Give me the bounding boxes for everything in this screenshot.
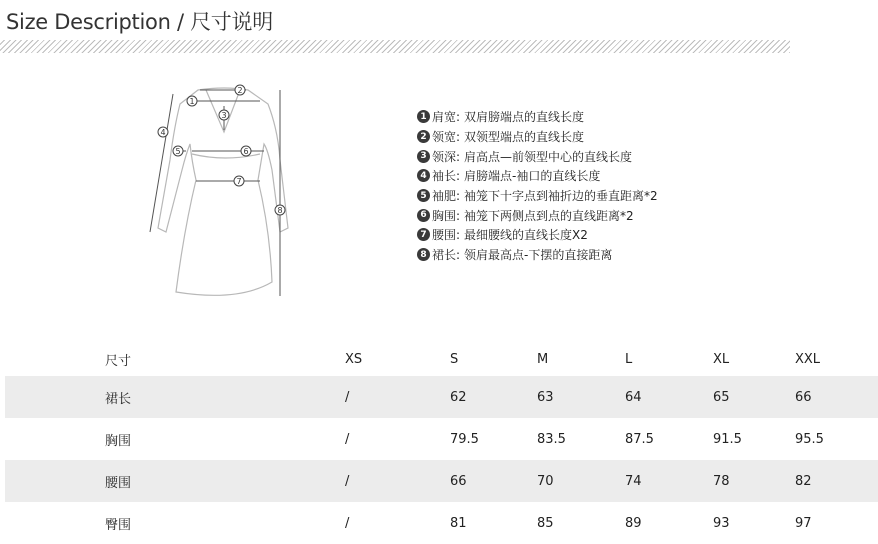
marker-3: 3: [221, 111, 227, 120]
row-label: 胸围: [105, 433, 132, 449]
number-badge-icon: 3: [417, 150, 430, 163]
column-header: S: [450, 352, 459, 367]
legend-term: 领宽:: [432, 130, 461, 145]
legend-item: [417, 245, 658, 265]
legend-item: [417, 127, 658, 147]
number-badge-icon: 1: [417, 110, 430, 123]
column-header: XL: [713, 352, 730, 367]
page-title: Size Description / 尺寸说明: [6, 10, 273, 34]
column-header: 尺寸: [105, 354, 132, 369]
number-badge-icon: 8: [417, 248, 430, 261]
table-cell: 66: [450, 460, 537, 502]
column-header: XS: [345, 352, 363, 367]
table-cell: /: [345, 460, 450, 502]
table-cell: 81: [450, 515, 467, 531]
table-cell: 85: [537, 515, 554, 531]
legend-item: [417, 107, 658, 127]
table-cell: 83.5: [537, 431, 566, 447]
column-header: L: [625, 352, 633, 367]
legend-item: [417, 146, 658, 166]
table-row: [5, 502, 878, 544]
legend-desc: 肩高点—前领型中心的直线长度: [464, 149, 633, 164]
dress-diagram: [140, 70, 310, 310]
legend-term: 腰围:: [432, 228, 461, 243]
table-header-row: [5, 343, 878, 376]
table-cell: 74: [625, 460, 713, 502]
number-badge-icon: 7: [417, 228, 430, 241]
legend-desc: 最细腰线的直线长度X2: [464, 228, 588, 243]
marker-5: 5: [175, 147, 181, 156]
legend-term: 袖肥:: [432, 189, 461, 204]
legend-desc: 袖笼下十字点到袖折边的垂直距离*2: [464, 189, 658, 204]
table-row: [5, 376, 878, 418]
title-divider: [0, 40, 790, 53]
legend-term: 袖长:: [432, 169, 461, 184]
legend-term: 肩宽:: [432, 110, 461, 125]
measurement-legend: [417, 107, 658, 265]
table-row: [5, 418, 878, 460]
legend-term: 裙长:: [432, 248, 461, 263]
row-label: 臀围: [105, 517, 132, 533]
legend-desc: 袖笼下两侧点到点的直线距离*2: [464, 208, 634, 223]
legend-item: [417, 205, 658, 225]
table-cell: 63: [537, 376, 625, 418]
legend-desc: 肩膀端点-袖口的直线长度: [464, 169, 601, 184]
legend-desc: 双领型端点的直线长度: [464, 130, 585, 145]
legend-item: [417, 225, 658, 245]
table-cell: 91.5: [713, 431, 742, 447]
table-cell: 89: [625, 515, 642, 531]
number-badge-icon: 2: [417, 130, 430, 143]
table-cell: /: [345, 376, 450, 418]
marker-6: 6: [243, 147, 249, 156]
table-cell: 62: [450, 376, 537, 418]
legend-term: 领深:: [432, 149, 461, 164]
table-cell: /: [345, 515, 350, 531]
legend-item: [417, 186, 658, 206]
table-cell: 79.5: [450, 431, 479, 447]
marker-1: 1: [189, 97, 195, 106]
marker-4: 4: [160, 128, 166, 137]
legend-term: 胸围:: [432, 208, 461, 223]
table-row: [5, 460, 878, 502]
legend-desc: 领肩最高点-下摆的直接距离: [464, 248, 613, 263]
table-cell: 95.5: [795, 431, 824, 447]
measure-markers: [158, 85, 285, 215]
table-cell: 97: [795, 515, 812, 531]
marker-7: 7: [236, 177, 242, 186]
size-table: [5, 343, 878, 544]
table-cell: 93: [713, 515, 730, 531]
number-badge-icon: 5: [417, 189, 430, 202]
table-cell: 65: [713, 376, 795, 418]
table-cell: 78: [713, 460, 795, 502]
legend-item: [417, 166, 658, 186]
table-cell: 66: [795, 376, 878, 418]
marker-8: 8: [277, 206, 283, 215]
legend-desc: 双肩膀端点的直线长度: [464, 110, 585, 125]
table-cell: 87.5: [625, 431, 654, 447]
table-cell: 70: [537, 460, 625, 502]
table-cell: 64: [625, 376, 713, 418]
number-badge-icon: 6: [417, 209, 430, 222]
row-label: 腰围: [5, 460, 345, 502]
row-label: 裙长: [5, 376, 345, 418]
column-header: M: [537, 352, 549, 367]
table-cell: /: [345, 431, 350, 447]
number-badge-icon: 4: [417, 169, 430, 182]
marker-2: 2: [237, 86, 243, 95]
table-cell: 82: [795, 460, 878, 502]
column-header: XXL: [795, 352, 821, 367]
dress-sketch: [140, 70, 310, 310]
